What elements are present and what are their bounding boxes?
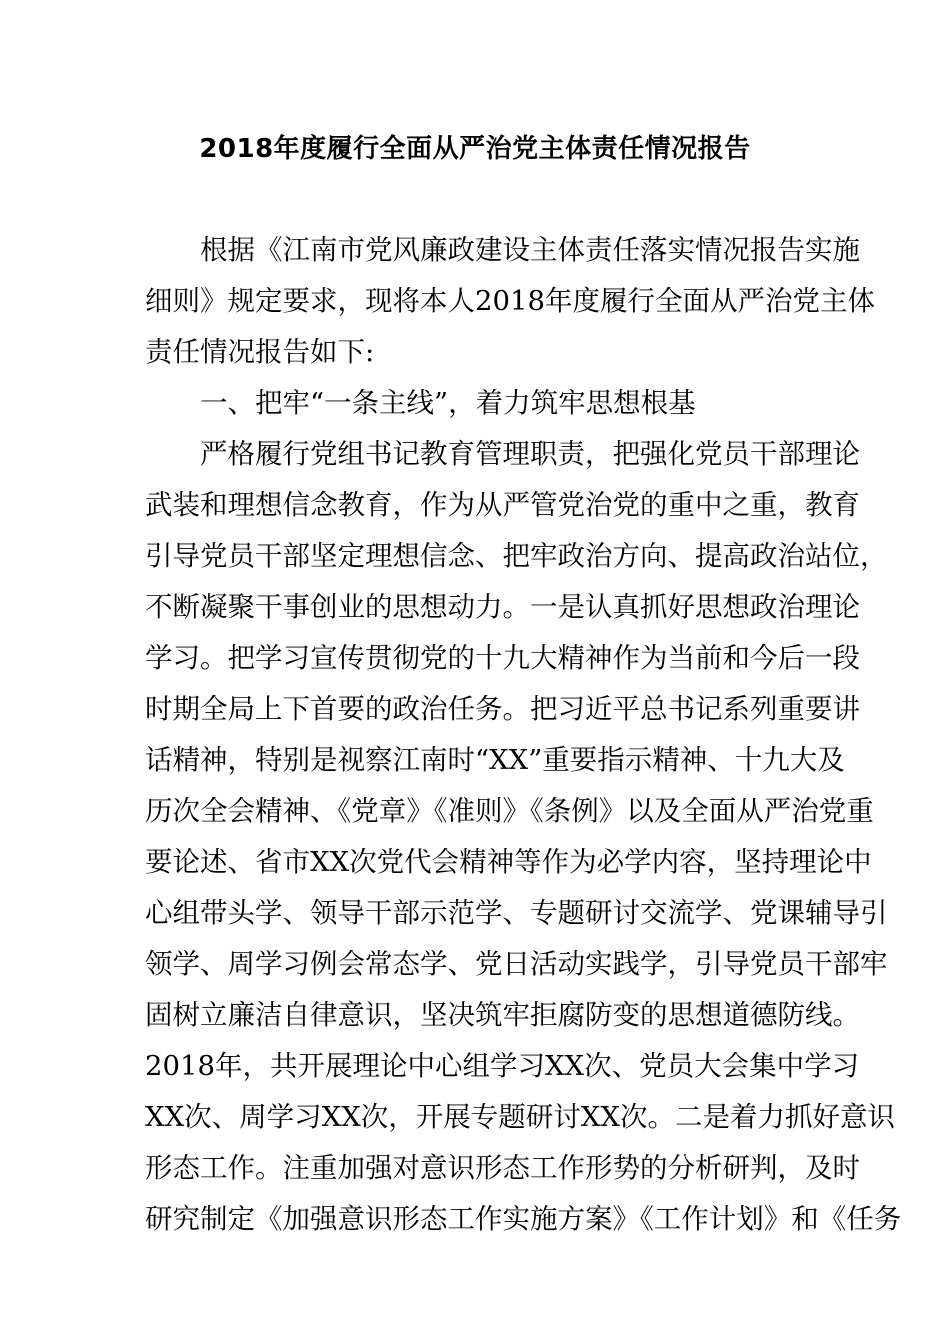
paragraph-line: 形态工作。注重加强对意识形态工作形势的分析研判，及时 — [145, 1152, 860, 1184]
section-heading: 一、把牢“一条主线”，着力筑牢思想根基 — [200, 387, 696, 419]
paragraph-line: 不断凝聚干事创业的思想动力。一是认真抓好思想政治理论 — [145, 591, 860, 623]
paragraph-line: 要论述、省市XX次党代会精神等作为必学内容，坚持理论中 — [145, 846, 872, 878]
paragraph-line: XX次、周学习XX次，开展专题研讨XX次。二是着力抓好意识 — [145, 1101, 895, 1133]
document-title: 2018年度履行全面从严治党主体责任情况报告 — [199, 134, 751, 164]
paragraph-line: 研究制定《加强意识形态工作实施方案》《工作计划》和《任务 — [145, 1203, 902, 1235]
paragraph-line: 话精神，特别是视察江南时“XX”重要指示精神、十九大及 — [145, 744, 845, 776]
paragraph-line: 严格履行党组书记教育管理职责，把强化党员干部理论 — [200, 438, 860, 470]
paragraph-line: 固树立廉洁自律意识，坚决筑牢拒腐防变的思想道德防线。 — [145, 999, 860, 1031]
paragraph-line: 引导党员干部坚定理想信念、把牢政治方向、提高政治站位， — [145, 540, 888, 572]
paragraph-line: 时期全局上下首要的政治任务。把习近平总书记系列重要讲 — [145, 693, 860, 725]
paragraph-line: 历次全会精神、《党章》《准则》《条例》以及全面从严治党重 — [145, 795, 874, 827]
paragraph-line: 武装和理想信念教育，作为从严管党治党的重中之重，教育 — [145, 489, 860, 521]
paragraph-line: 领学、周学习例会常态学、党日活动实践学，引导党员干部牢 — [145, 948, 888, 980]
paragraph-line: 学习。把学习宣传贯彻党的十九大精神作为当前和今后一段 — [145, 642, 860, 674]
paragraph-line: 责任情况报告如下: — [145, 336, 375, 368]
paragraph-line: 2018年，共开展理论中心组学习XX次、党员大会集中学习 — [145, 1050, 860, 1082]
paragraph-line: 细则》规定要求，现将本人2018年度履行全面从严治党主体 — [145, 285, 875, 317]
paragraph-line: 根据《江南市党风廉政建设主体责任落实情况报告实施 — [200, 234, 860, 266]
paragraph-line: 心组带头学、领导干部示范学、专题研讨交流学、党课辅导引 — [145, 897, 888, 929]
